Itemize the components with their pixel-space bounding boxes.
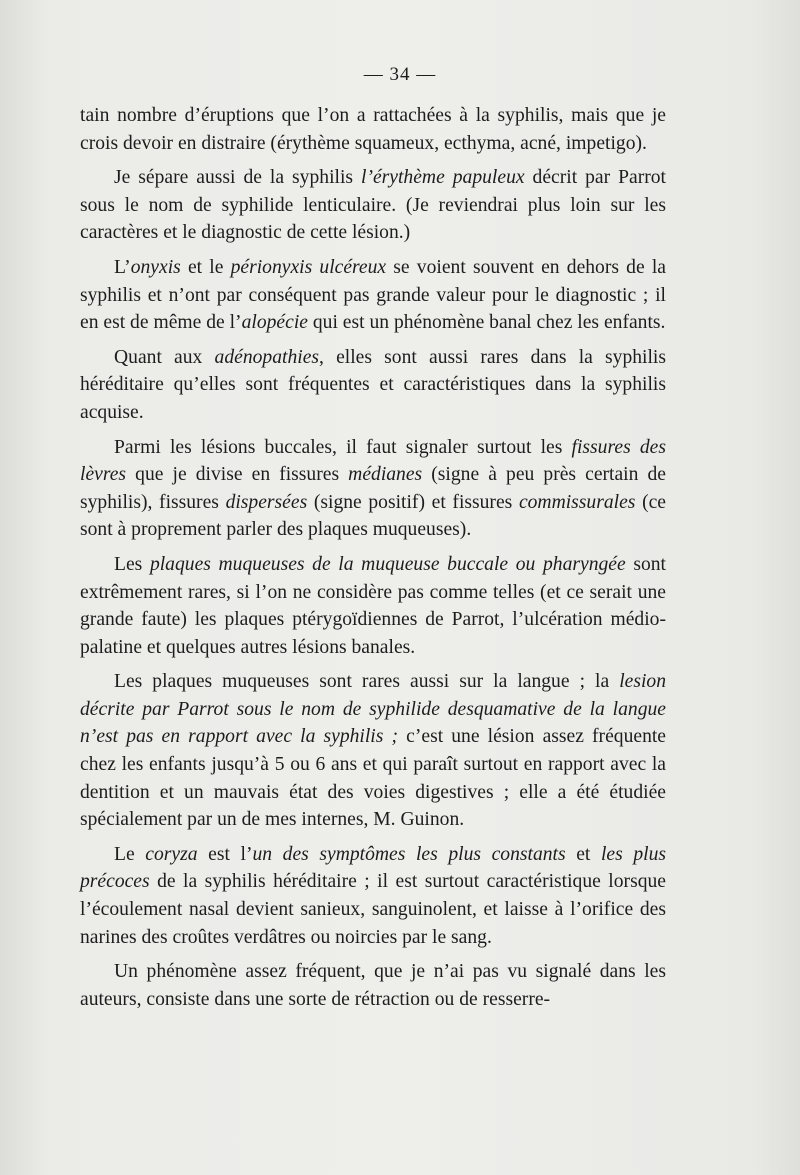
italic-text: périonyxis ulcéreux [230, 256, 387, 278]
text-run: se voient souvent en dehors de la syphilis et n’ont par conséquent pas grande valeur pour le diagnostic ; il en est de même de l’ [80, 256, 666, 334]
italic-text: plaques muqueuses de la muqueuse buccale ou pharyngée [149, 553, 626, 575]
text-run: est l’ [197, 843, 253, 865]
paragraph-p1 [80, 102, 666, 157]
text-run: décrit par Parrot sous le nom de syphilide lenticulaire. (Je reviendrai plus loin sur les caractères et le diagnostic de cette lésion.) [80, 167, 667, 244]
page-number: — 34 — [363, 64, 437, 85]
text-run: Quant aux [114, 346, 215, 368]
italic-text: les plus précoces [80, 843, 666, 893]
paragraph-p2 [80, 164, 666, 247]
text-run: et le [180, 256, 231, 278]
text-run: (signe à peu près certain de syphilis), fissures [80, 464, 667, 513]
paragraph-p7 [80, 668, 666, 834]
text-run: que je divise en fissures [126, 464, 349, 486]
text-run: Je sépare aussi de la syphilis [114, 167, 361, 189]
text-run: Le [114, 843, 146, 865]
italic-text: médianes [348, 464, 423, 486]
paragraph-p6 [80, 551, 666, 661]
text-run: Les plaques muqueuses sont rares aussi sur la langue ; la [114, 671, 620, 693]
text-run: Parmi les lésions buccales, il faut signaler surtout les [114, 436, 572, 458]
italic-text: un des symptômes les plus constants [252, 843, 566, 865]
italic-text: l’érythème papuleux [361, 167, 525, 189]
paragraph-p3 [80, 254, 666, 337]
page-body-text [80, 102, 666, 1020]
paragraph-p5 [80, 434, 666, 544]
italic-text: adénopathies [214, 346, 320, 368]
text-run: Les [114, 553, 150, 575]
paragraph-p9 [80, 958, 666, 1013]
text-run: c’est une lésion assez fréquente chez les enfants jusqu’à 5 ou 6 ans et qui paraît surtout en rapport avec la dentition et un mauvais état des voies digestives ; elle a été étudiée spécialement par un de mes internes, M. Guinon. [80, 726, 667, 831]
paragraph-p4 [80, 344, 666, 427]
text-run: et [565, 843, 601, 865]
paragraph-p8 [80, 841, 666, 951]
text-run: sont extrêmement rares, si l’on ne considère pas comme telles (et ce serait une grande faute) les plaques ptérygoïdiennes de Parrot, l’ulcération médio-palatine et quelques autres lésions banales. [80, 553, 666, 658]
text-run: , elles sont aussi rares dans la syphilis héréditaire qu’elles sont fréquentes et caractéristiques dans la syphilis acquise. [80, 346, 666, 423]
italic-text: lesion décrite par Parrot sous le nom de syphilide desquamative de la langue n’est pas en rapport avec la syphilis ; [80, 671, 666, 748]
italic-text: commissurales [518, 491, 636, 513]
text-run: (signe positif) et fissures [307, 491, 519, 513]
text-run: Un phénomène assez fréquent, que je n’ai pas vu signalé dans les auteurs, consiste dans une sorte de rétraction ou de resserre- [80, 961, 666, 1010]
italic-text: alopécie [241, 312, 308, 334]
text-run: tain nombre d’éruptions que l’on a rattachées à la syphilis, mais que je crois devoir en distraire (érythème squameux, ecthyma, acné, impetigo). [80, 105, 666, 154]
italic-text: dispersées [225, 491, 308, 513]
text-run: L’ [114, 256, 131, 278]
text-run: (ce sont à proprement parler des plaques muqueuses). [80, 491, 666, 541]
text-run: de la syphilis héréditaire ; il est surtout caractéristique lorsque l’écoulement nasal devient sanieux, sanguinolent, et laisse à l’orifice des narines des croûtes verdâtres ou noircies par le sang. [80, 871, 666, 948]
italic-text: onyxis [130, 256, 181, 278]
italic-text: fissures des lèvres [80, 436, 667, 486]
italic-text: coryza [145, 843, 198, 865]
text-run: qui est un phénomène banal chez les enfants. [307, 312, 666, 334]
